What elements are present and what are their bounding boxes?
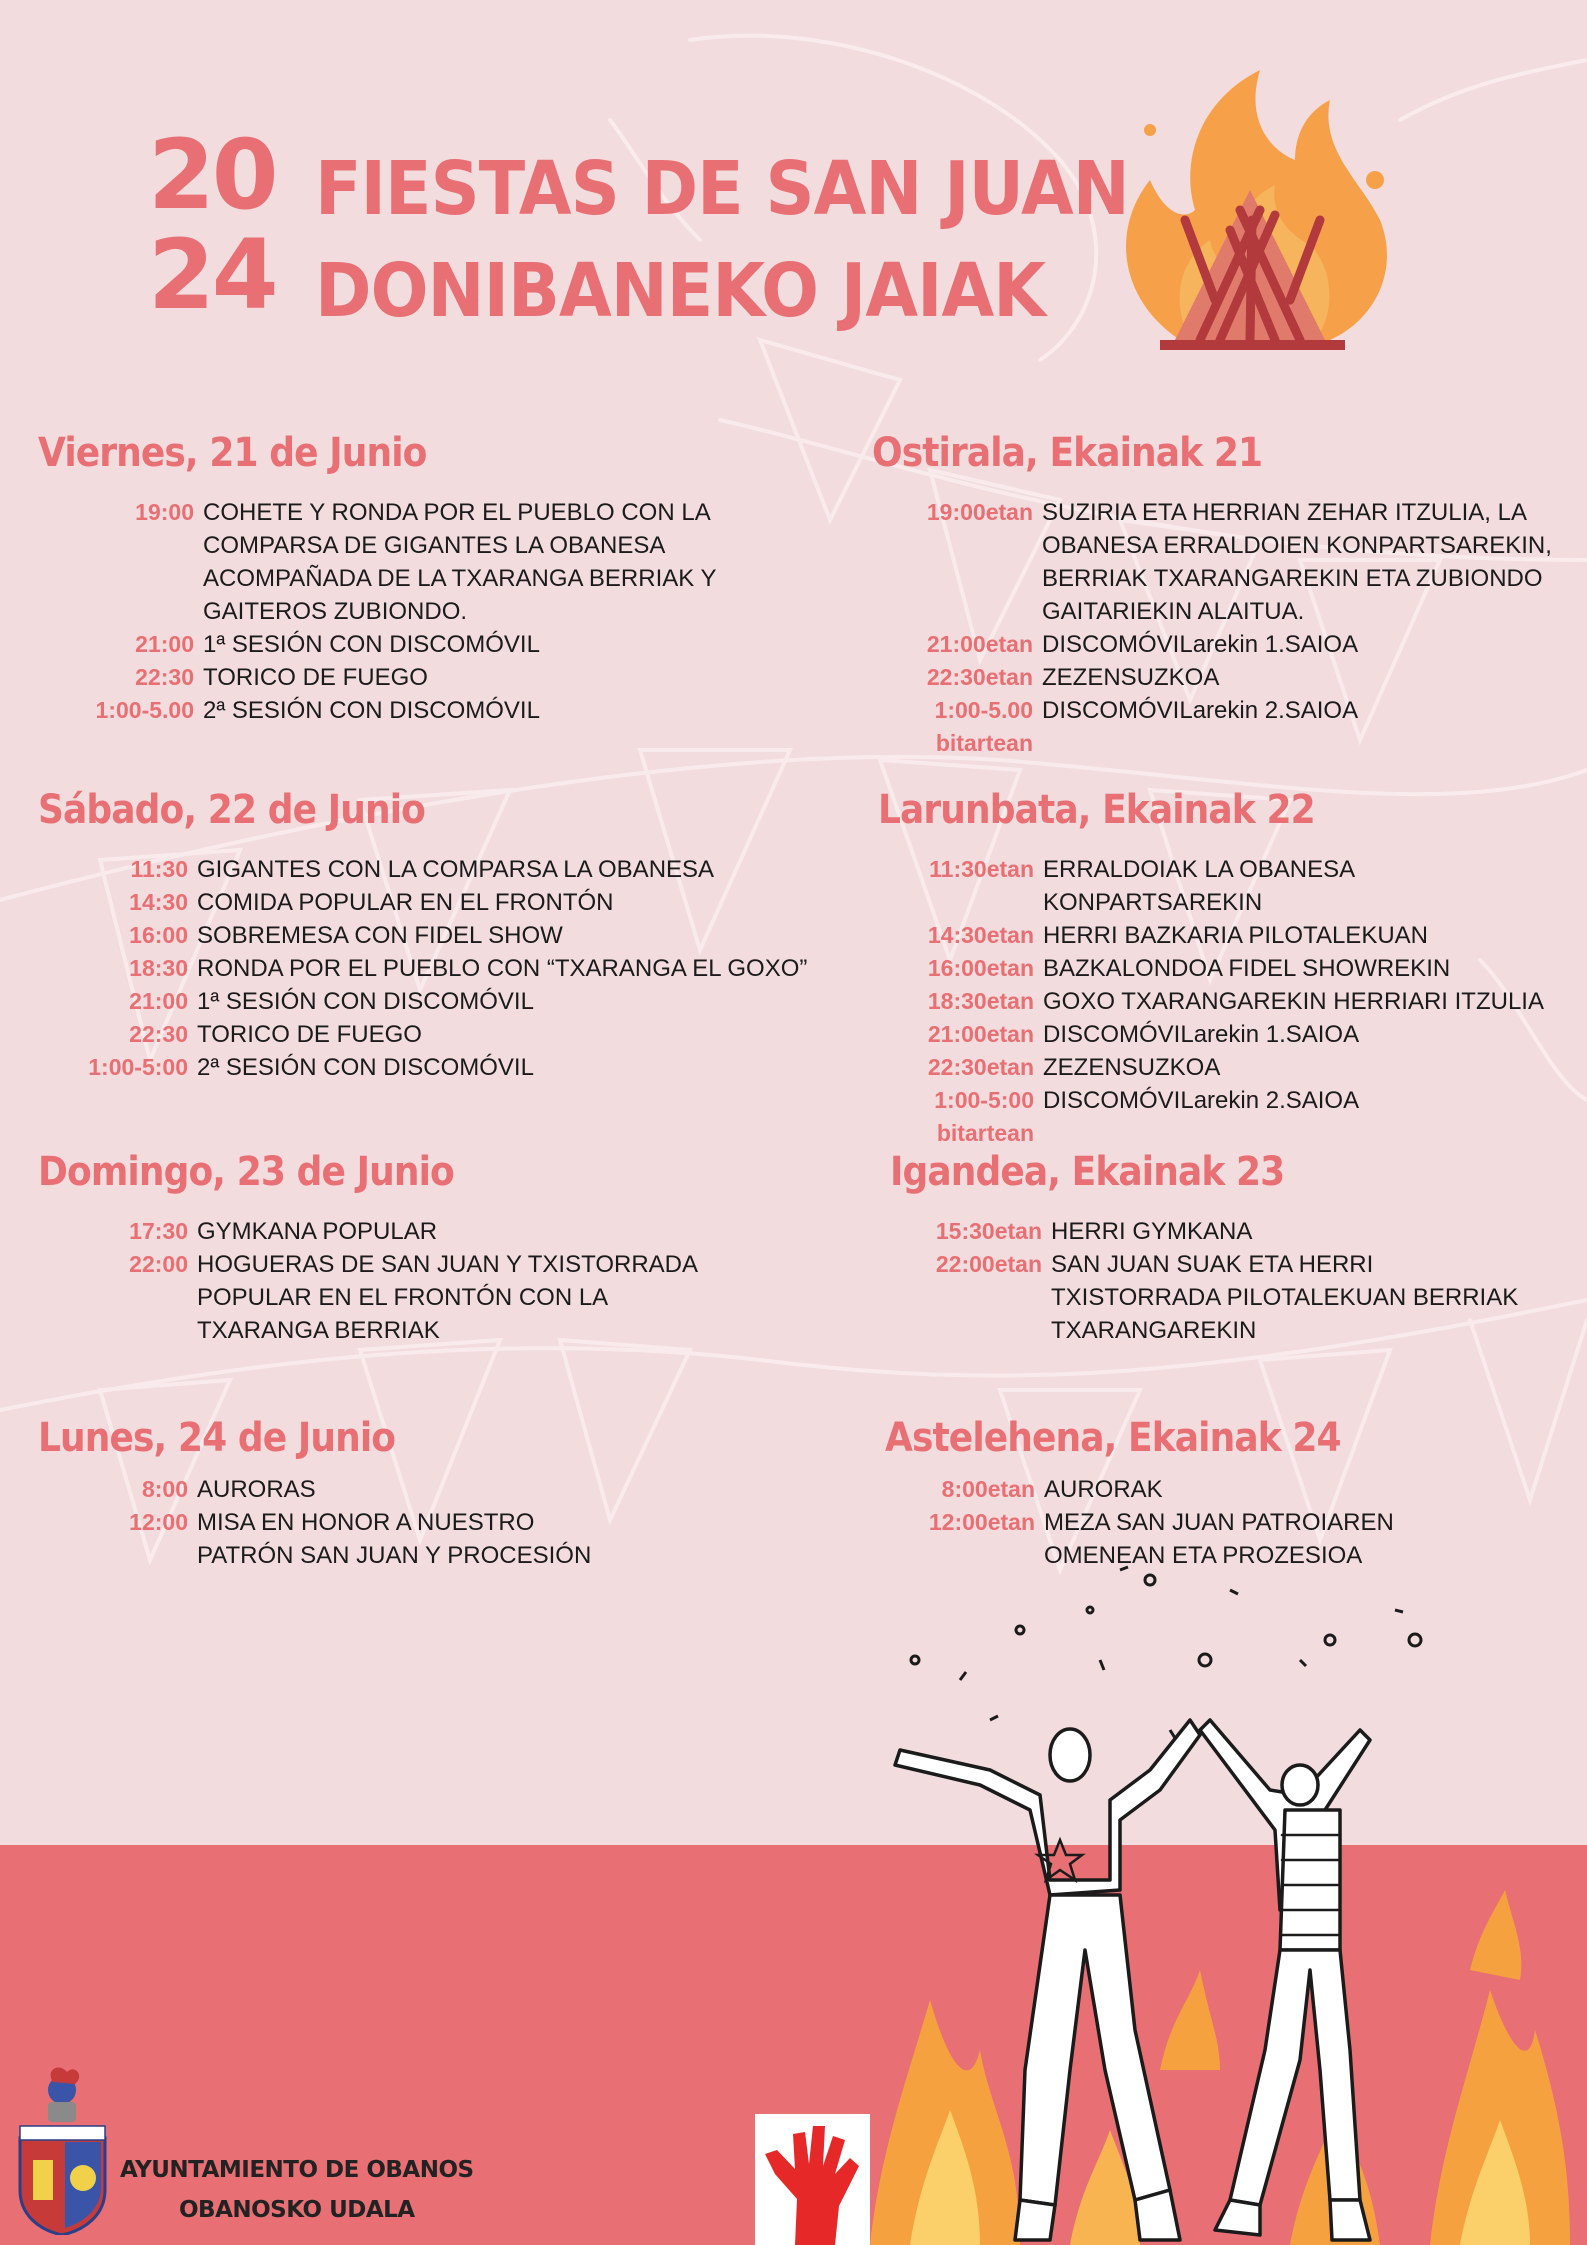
- day-title: Viernes, 21 de Junio: [38, 430, 427, 476]
- event-description: DISCOMÓVILarekin 1.SAIOA: [1043, 1021, 1360, 1048]
- day-igandea: [890, 1147, 1580, 1347]
- coat-of-arms-icon: [15, 2060, 110, 2235]
- event-description: 1ª SESIÓN CON DISCOMÓVIL: [197, 988, 534, 1015]
- event-time: 8:00: [141, 1476, 188, 1502]
- event-time-sub: bitartean: [936, 1120, 1034, 1146]
- event-description: GIGANTES CON LA COMPARSA LA OBANESA: [197, 856, 715, 883]
- event-time-main: 1:00-5:00: [934, 1087, 1034, 1113]
- event-row: [38, 1051, 838, 1084]
- event-time: 1:00-5.00: [95, 697, 194, 723]
- event-list: [38, 853, 838, 1084]
- event-row: [38, 1215, 758, 1248]
- event-description: AURORAK: [1044, 1476, 1163, 1503]
- event-row: [38, 1018, 838, 1051]
- bonfire-icon: [1110, 40, 1400, 350]
- event-time: 12:00: [129, 1509, 188, 1535]
- event-row: [878, 952, 1578, 985]
- event-row: [878, 1051, 1578, 1084]
- day-astelehena: [885, 1413, 1575, 1572]
- event-time: 18:30: [129, 955, 188, 981]
- org-spanish: AYUNTAMIENTO DE OBANOS: [120, 2157, 474, 2183]
- day-title: Domingo, 23 de Junio: [38, 1149, 454, 1195]
- event-description: 2ª SESIÓN CON DISCOMÓVIL: [197, 1054, 534, 1081]
- event-row: [38, 694, 758, 727]
- event-description: DISCOMÓVILarekin 2.SAIOA: [1042, 697, 1359, 724]
- event-description: ZEZENSUZKOA: [1042, 664, 1220, 691]
- organizer-name: [120, 2150, 474, 2230]
- title-basque: DONIBANEKO JAIAK: [315, 248, 1046, 334]
- event-row: [38, 952, 838, 985]
- day-domingo: [38, 1147, 758, 1347]
- event-time: 11:30etan: [929, 856, 1034, 882]
- event-row: [38, 1473, 758, 1506]
- event-row: [890, 1248, 1580, 1347]
- event-row: [38, 919, 838, 952]
- day-larunbata: [878, 785, 1578, 1150]
- org-basque: OBANOSKO UDALA: [178, 2197, 415, 2223]
- dancers-illustration: [870, 1550, 1570, 2245]
- event-description: HOGUERAS DE SAN JUAN Y TXISTORRADA POPULAR EN EL FRONTÓN CON LA TXARANGA BERRIAK: [197, 1251, 697, 1344]
- raised-hand-icon: [755, 2114, 870, 2245]
- event-time: 21:00etan: [926, 631, 1033, 657]
- event-time: 19:00: [135, 499, 194, 525]
- day-lunes: [38, 1413, 758, 1572]
- event-time: 22:30: [129, 1021, 188, 1047]
- event-list: [890, 1215, 1580, 1347]
- year-bottom: 24: [148, 219, 276, 331]
- event-description: DISCOMÓVILarekin 1.SAIOA: [1042, 631, 1359, 658]
- event-description: ERRALDOIAK LA OBANESA KONPARTSAREKIN: [1043, 856, 1354, 916]
- event-list: [38, 496, 758, 727]
- event-row: [878, 1084, 1578, 1150]
- event-time: 22:00: [129, 1251, 188, 1277]
- event-description: RONDA POR EL PUEBLO CON “TXARANGA EL GOXO”: [197, 955, 808, 982]
- day-ostirala: [872, 428, 1572, 760]
- event-description: TORICO DE FUEGO: [197, 1021, 422, 1048]
- event-description: MISA EN HONOR A NUESTRO PATRÓN SAN JUAN Y PROCESIÓN: [197, 1509, 592, 1569]
- event-list: [878, 853, 1578, 1150]
- year-top: 20: [148, 119, 276, 231]
- event-list: [38, 1215, 758, 1347]
- day-title: Sábado, 22 de Junio: [38, 787, 425, 833]
- event-time: 22:00etan: [935, 1251, 1042, 1277]
- event-description: MEZA SAN JUAN PATROIAREN OMENEAN ETA PROZESIOA: [1044, 1509, 1394, 1569]
- event-row: [878, 1018, 1578, 1051]
- event-row: [38, 985, 838, 1018]
- event-description: GYMKANA POPULAR: [197, 1218, 438, 1245]
- day-title: Ostirala, Ekainak 21: [872, 430, 1263, 476]
- event-description: ZEZENSUZKOA: [1043, 1054, 1221, 1081]
- event-description: 1ª SESIÓN CON DISCOMÓVIL: [203, 631, 540, 658]
- event-time: 19:00etan: [926, 499, 1033, 525]
- hand-logo: [755, 2114, 870, 2245]
- event-time: 15:30etan: [935, 1218, 1042, 1244]
- event-time-sub: bitartean: [935, 730, 1033, 756]
- event-time: 17:30: [129, 1218, 188, 1244]
- event-time: 8:00etan: [941, 1476, 1035, 1502]
- event-description: AURORAS: [197, 1476, 316, 1503]
- event-time: 12:00etan: [928, 1509, 1035, 1535]
- event-row: [885, 1473, 1575, 1506]
- event-row: [38, 628, 758, 661]
- event-time: 22:30etan: [926, 664, 1033, 690]
- event-time: [878, 1084, 1043, 1150]
- event-description: SOBREMESA CON FIDEL SHOW: [197, 922, 563, 949]
- day-sabado: [38, 785, 838, 1084]
- event-time: 1:00-5:00: [88, 1054, 188, 1080]
- event-description: COHETE Y RONDA POR EL PUEBLO CON LA COMPARSA DE GIGANTES LA OBANESA ACOMPAÑADA DE LA TXARANGA BERRIAK Y GAITEROS ZUBIONDO.: [203, 499, 717, 625]
- event-time: 21:00etan: [927, 1021, 1034, 1047]
- day-title: Larunbata, Ekainak 22: [878, 787, 1315, 833]
- event-description: BAZKALONDOA FIDEL SHOWREKIN: [1043, 955, 1451, 982]
- event-row: [890, 1215, 1580, 1248]
- event-time: 22:30etan: [927, 1054, 1034, 1080]
- event-row: [878, 919, 1578, 952]
- flames: [870, 1890, 1570, 2245]
- event-time: 14:30etan: [927, 922, 1034, 948]
- title-spanish: FIESTAS DE SAN JUAN: [315, 146, 1129, 232]
- event-row: [38, 1506, 758, 1572]
- event-description: SUZIRIA ETA HERRIAN ZEHAR ITZULIA, LA OBANESA ERRALDOIEN KONPARTSAREKIN, BERRIAK TXARANGAREKIN ETA ZUBIONDO GAITARIEKIN ALAITUA.: [1042, 499, 1552, 625]
- event-row: [872, 628, 1572, 661]
- event-description: GOXO TXARANGAREKIN HERRIARI ITZULIA: [1043, 988, 1544, 1015]
- event-time: 21:00: [135, 631, 194, 657]
- event-time-main: 1:00-5.00: [934, 697, 1033, 723]
- event-description: TORICO DE FUEGO: [203, 664, 428, 691]
- event-row: [872, 496, 1572, 628]
- event-time: 18:30etan: [927, 988, 1034, 1014]
- event-time: 21:00: [129, 988, 188, 1014]
- event-time: [872, 694, 1042, 760]
- event-row: [38, 496, 758, 628]
- event-description: HERRI GYMKANA: [1051, 1218, 1253, 1245]
- event-time: 16:00etan: [927, 955, 1034, 981]
- year: [148, 119, 276, 331]
- event-time: 22:30: [135, 664, 194, 690]
- event-row: [38, 853, 838, 886]
- event-row: [878, 985, 1578, 1018]
- day-title: Lunes, 24 de Junio: [38, 1415, 396, 1461]
- event-row: [872, 661, 1572, 694]
- event-row: [878, 853, 1578, 919]
- event-description: 2ª SESIÓN CON DISCOMÓVIL: [203, 697, 540, 724]
- event-description: HERRI BAZKARIA PILOTALEKUAN: [1043, 922, 1428, 949]
- day-title: Igandea, Ekainak 23: [890, 1149, 1285, 1195]
- day-title: Astelehena, Ekainak 24: [885, 1415, 1341, 1461]
- event-list: [872, 496, 1572, 760]
- event-list: [38, 1473, 758, 1572]
- event-description: SAN JUAN SUAK ETA HERRI TXISTORRADA PILOTALEKUAN BERRIAK TXARANGAREKIN: [1051, 1251, 1519, 1344]
- event-row: [38, 1248, 758, 1347]
- event-description: COMIDA POPULAR EN EL FRONTÓN: [197, 889, 614, 916]
- event-row: [38, 886, 838, 919]
- page-title: [315, 138, 1129, 342]
- event-description: DISCOMÓVILarekin 2.SAIOA: [1043, 1087, 1360, 1114]
- event-row: [38, 661, 758, 694]
- event-row: [872, 694, 1572, 760]
- event-time: 14:30: [129, 889, 188, 915]
- event-time: 11:30: [130, 856, 188, 882]
- event-time: 16:00: [129, 922, 188, 948]
- day-viernes: [38, 428, 758, 727]
